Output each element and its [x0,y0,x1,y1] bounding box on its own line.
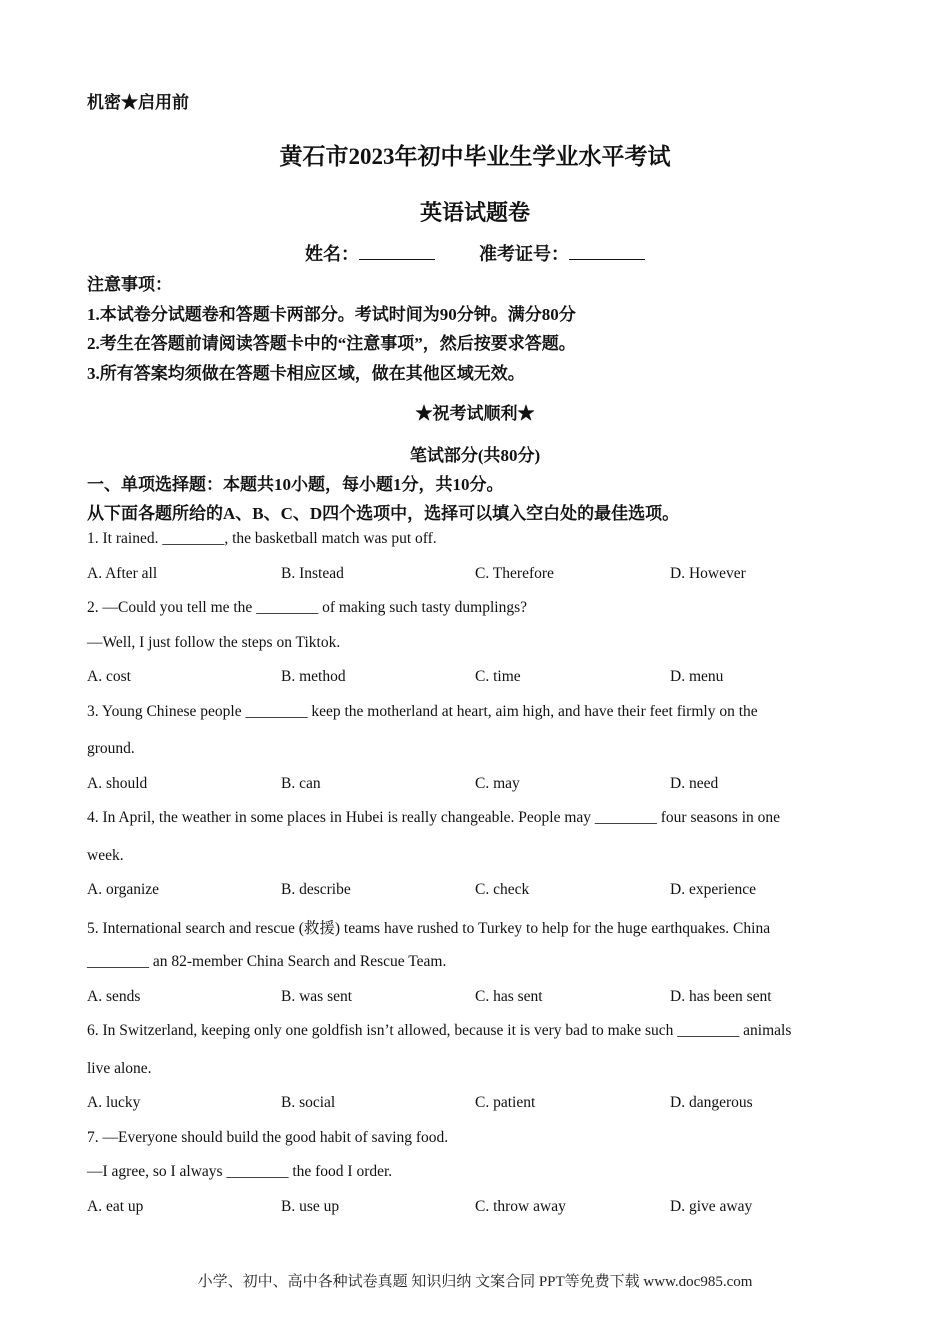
exam-subtitle: 英语试题卷 [419,200,530,225]
option-d: D. menu [670,668,724,685]
option-c: C. Therefore [475,565,554,582]
option-a: A. eat up [87,1198,144,1215]
question-7-stem: 7. —Everyone should build the good habit of saving food. [87,1129,449,1146]
candidate-info [0,240,950,266]
option-b: B. was sent [281,988,353,1005]
question-1-stem: 1. It rained. ________, the basketball match was put off. [87,530,437,547]
confidential-label: 机密★启用前 [87,93,189,112]
good-luck-line: ★祝考试顺利★ [415,404,535,423]
notes-item: 3.所有答案均须做在答题卡相应区域，做在其他区域无效。 [87,363,525,383]
question-5-stem: 5. International search and rescue (救援) teams have rushed to Turkey to help for the huge earthquakes. China [87,920,771,937]
notes-block [87,270,576,388]
exam-number-label: 准考证号： [479,244,569,264]
option-d: D. has been sent [670,988,772,1005]
name-blank[interactable] [359,245,435,260]
section-heading: 一、单项选择题：本题共10小题，每小题1分，共10分。 [87,475,504,494]
written-part-heading: 笔试部分(共80分) [409,446,541,465]
option-a: A. After all [87,565,158,582]
page-footer: 小学、初中、高中各种试卷真题 知识归纳 文案合同 PPT等免费下载 www.doc985.com [197,1274,753,1290]
exam-title: 黄石市2023年初中毕业生学业水平考试 [279,144,671,169]
question-2-stem: 2. —Could you tell me the ________ of making such tasty dumplings? [87,599,527,616]
notes-item: 2.考生在答题前请阅读答题卡中的“注意事项”，然后按要求答题。 [87,334,576,353]
section-one [87,470,679,528]
option-b: B. describe [281,881,351,898]
question-5-stem-line2: ________ an 82-member China Search and Rescue Team. [87,953,447,970]
option-a: A. sends [87,988,141,1005]
notes-heading: 注意事项： [87,275,172,294]
question-6-stem-line2: live alone. [87,1060,152,1077]
option-c: C. check [475,881,530,898]
question-3-stem-line2: ground. [87,740,135,757]
option-b: B. method [281,668,346,685]
option-d: D. need [670,775,719,792]
option-c: C. time [475,668,521,685]
exam-number-blank[interactable] [569,245,645,260]
option-b: B. can [281,775,321,792]
option-a: A. lucky [87,1094,141,1111]
option-a: A. organize [87,881,160,898]
option-d: D. give away [670,1198,753,1215]
question-7-stem-line2: —I agree, so I always ________ the food I order. [87,1163,393,1180]
option-b: B. social [281,1094,336,1111]
notes-item: 1.本试卷分试题卷和答题卡两部分。考试时间为90分钟。满分80分 [87,304,576,324]
question-6-stem: 6. In Switzerland, keeping only one goldfish isn’t allowed, because it is very bad to make such ________ animals [87,1022,792,1039]
option-c: C. throw away [475,1198,566,1215]
option-c: C. patient [475,1094,536,1111]
question-2-stem-line2: —Well, I just follow the steps on Tiktok. [87,634,341,651]
option-a: A. cost [87,668,131,685]
option-b: B. Instead [281,565,344,582]
section-instruction: 从下面各题所给的A、B、C、D四个选项中，选择可以填入空白处的最佳选项。 [87,504,680,523]
option-b: B. use up [281,1198,340,1215]
option-c: C. may [475,775,520,792]
name-label: 姓名： [305,244,359,264]
option-c: C. has sent [475,988,543,1005]
question-4-stem-line2: week. [87,847,124,864]
option-d: D. dangerous [670,1094,753,1111]
question-4-stem: 4. In April, the weather in some places in Hubei is really changeable. People may ________ four seasons in one [87,809,781,826]
option-d: D. experience [670,881,757,898]
question-3-stem: 3. Young Chinese people ________ keep the motherland at heart, aim high, and have their feet firmly on the [87,703,758,720]
option-d: D. However [670,565,746,582]
option-a: A. should [87,775,148,792]
